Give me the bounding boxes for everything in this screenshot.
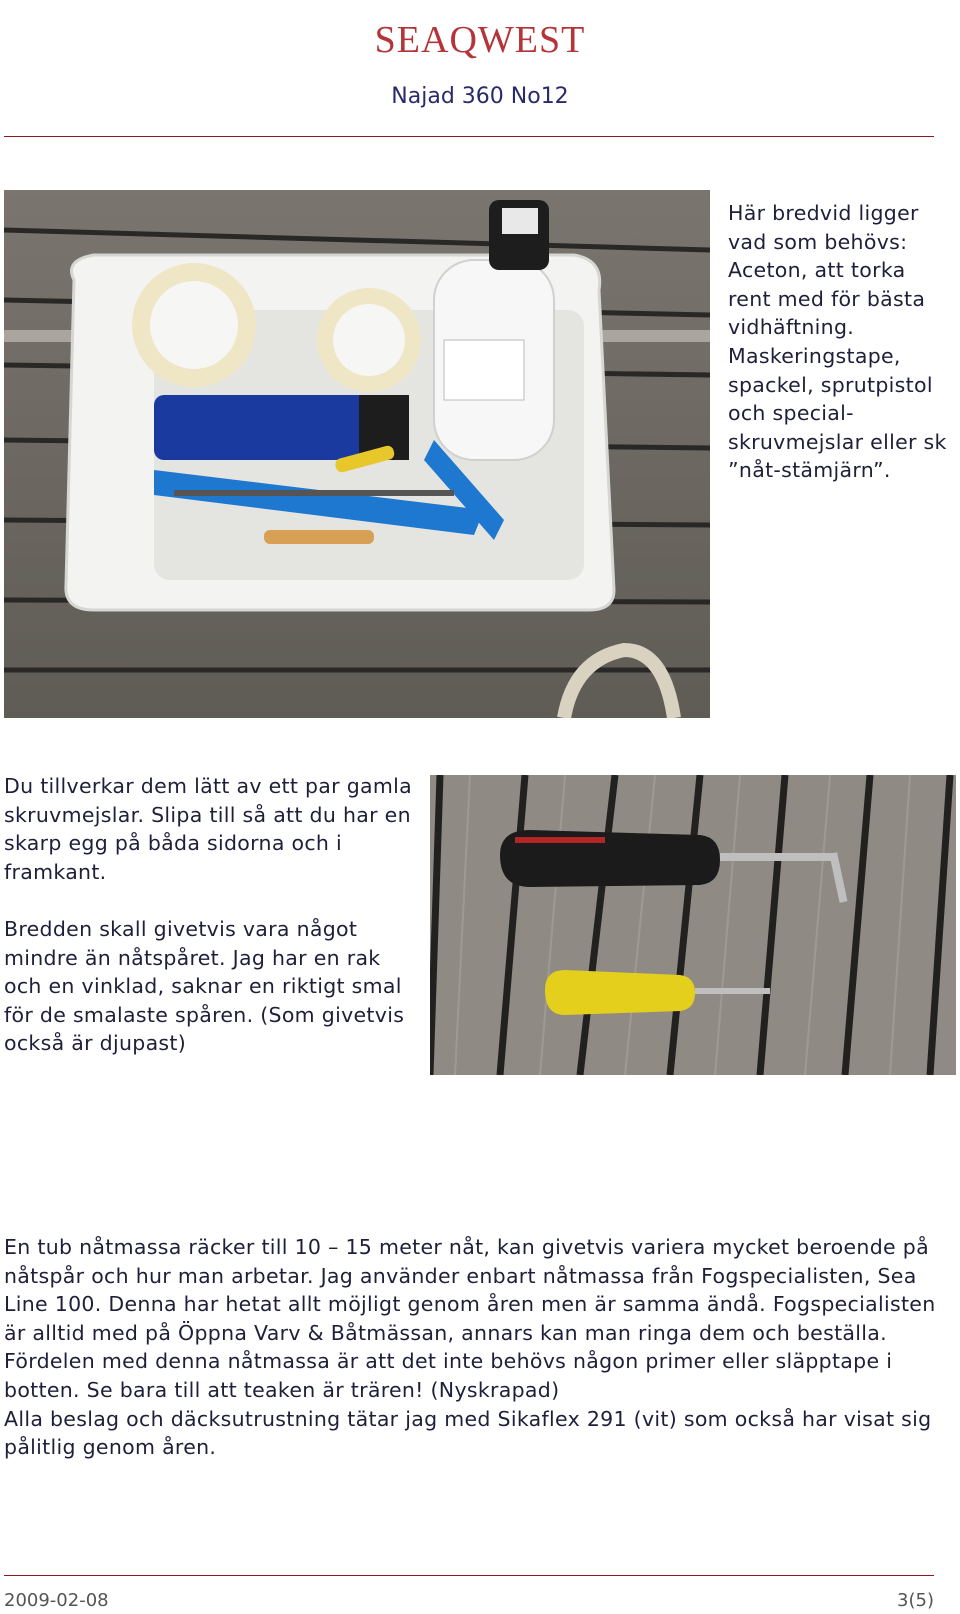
body-paragraph-primer: Fördelen med denna nåtmassa är att det inte behövs någon primer eller släpptape i botten. Se bara till att teaken är trären! (Nyskrapad) (4, 1349, 893, 1402)
supplies-description: Här bredvid ligger vad som behövs: Aceton, att torka rent med för bästa vidhäftning. Maskeringstape, spackel, sprutpistol och special-skruvmejslar eller sk ”nåt-stämjärn”. (728, 201, 947, 483)
photo-screwdrivers (430, 775, 956, 1075)
body-paragraph-sealant: En tub nåtmassa räcker till 10 – 15 meter nåt, kan givetvis variera mycket beroende på nåtspår och hur man arbetar. Jag använder enbart nåtmassa från Fogspecialisten, Sea Line 100. Denna har hetat allt möjligt genom åren men är samma ändå. Fogspecialisten är alltid med på Öppna Varv & Båtmässan, annars kan man ringa dem och beställa. (4, 1235, 936, 1345)
paragraph-tool-making: Du tillverkar dem lätt av ett par gamla skruvmejslar. Slipa till så att du har en skarp egg på båda sidorna och i framkant. (4, 774, 413, 884)
footer-divider (4, 1575, 934, 1576)
seaqwest-logo (330, 8, 630, 88)
body-paragraph-sikaflex: Alla beslag och däcksutrustning tätar jag med Sikaflex 291 (vit) som också har visat sig pålitlig genom åren. (4, 1406, 932, 1460)
photo-supplies-box (4, 190, 710, 718)
body-text (4, 1233, 954, 1462)
document-title: Najad 360 No12 (391, 84, 569, 109)
header-divider (4, 136, 934, 137)
paragraph-tool-width: Bredden skall givetvis vara något mindre än nåtspåret. Jag har en rak och en vinklad, saknar en riktigt smal för de smalaste spåren. (Som givetvis också är djupast) (4, 917, 405, 1056)
logo-text: SEAQWEST (374, 19, 586, 61)
footer-date: 2009-02-08 (4, 1590, 109, 1611)
footer-page-number: 3(5) (897, 1590, 934, 1611)
